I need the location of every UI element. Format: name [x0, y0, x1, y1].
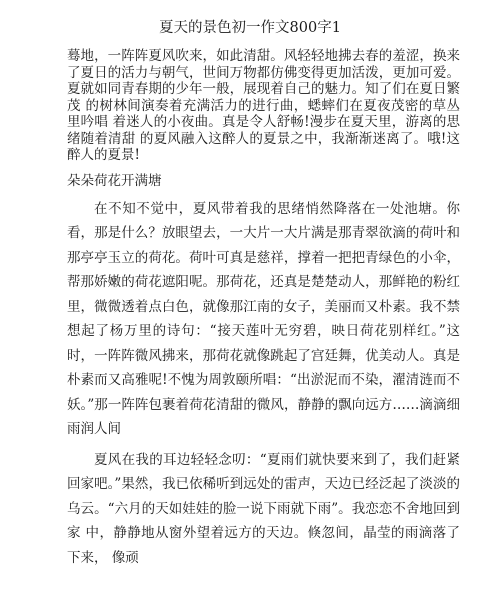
body-paragraph-3: 夏风在我的耳边轻轻念叨：“夏雨们就快要来到了，我们赶紧回家吧。”果然，我已依稀听到远处的雷声，天边已经泛起了淡淡的乌云。“六月的天如娃娃的脸一说下雨就下雨”。我恋恋不舍地回到家 中，静静地从窗外望着远方的天边。倏忽间，晶莹的雨滴落了下来， 像顽: [67, 451, 460, 566]
intro-paragraph: 蓦地，一阵阵夏风吹来，如此清甜。风轻轻地拂去春的羞涩，换来了夏日的活力与朝气，世间万物都仿佛变得更加活泼，更加可爱。夏就如同青春期的少年一般，展现着自己的魅力。知了们在夏日繁茂 的树林间演奏着充满活力的进行曲，蟋蟀们在夏夜茂密的草丛里吟唱 着迷人的小夜曲。真是令人舒畅!漫步在夏天里，游离的思绪随着清甜 的夏风融入这醉人的夏景之中，我渐渐迷离了。哦!这醉人的夏景!: [67, 48, 460, 163]
document-title: 夏天的景色初一作文800字1: [159, 20, 341, 36]
section-heading: 朵朵荷花开满塘: [67, 172, 162, 189]
body-paragraph-2: 在不知不觉中，夏风带着我的思绪悄然降落在一处池塘。你看，那是什么？放眼望去，一大片一大片满是那青翠欲滴的荷叶和那亭亭玉立的荷花。荷叶可真是慈祥，撑着一把把青绿色的小伞，帮那娇嫩的荷花遮阳呢。那荷花，还真是楚楚动人，那鲜艳的粉红里，微微透着点白色，就像那江南的女子，美丽而又朴素。我不禁想起了杨万里的诗句：“接天莲叶无穷碧，映日荷花别样红。”这时，一阵阵微风拂来，那荷花就像跳起了宫廷舞，优美动人。真是朴素而又高雅呢!不愧为周敦颐所唱：“出淤泥而不染，濯清涟而不妖。”那一阵阵包裹着荷花清甜的微风，静静的飘向远方……滴滴细雨润人间: [67, 200, 460, 437]
